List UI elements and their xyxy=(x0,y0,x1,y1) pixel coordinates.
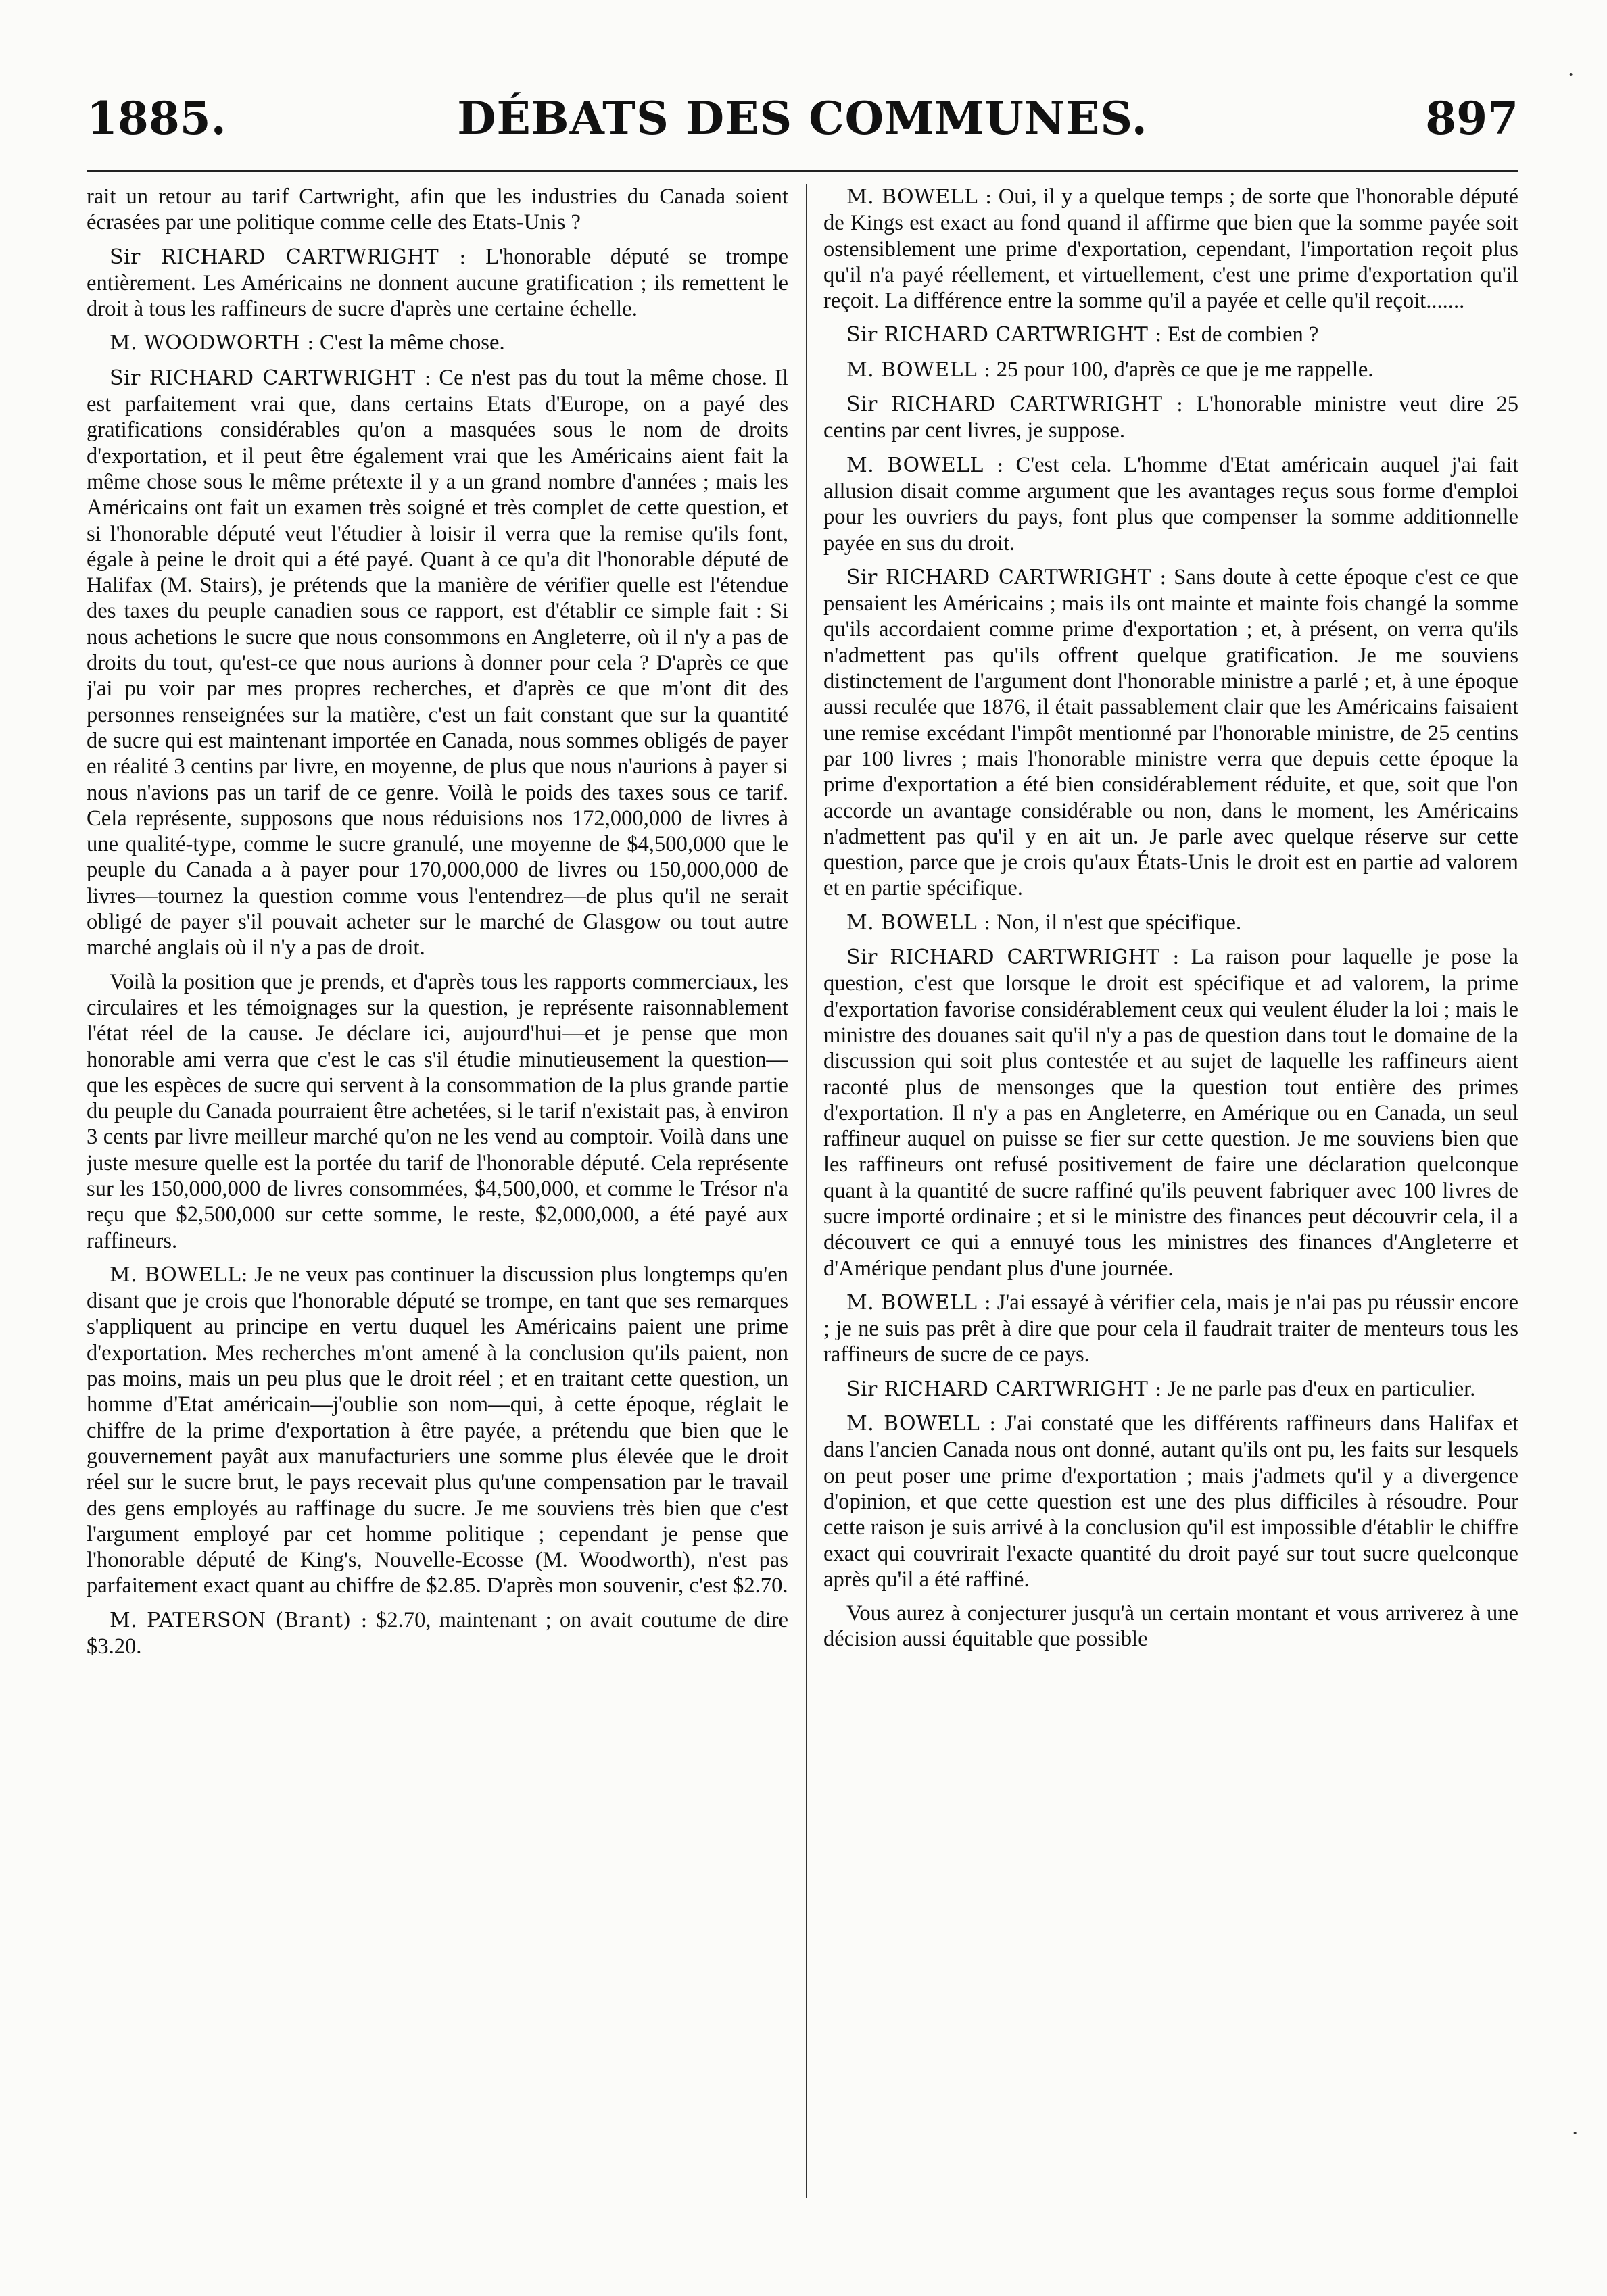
speaker-name: M. BOWELL : xyxy=(846,453,1004,477)
speaker-name: M. WOODWORTH : xyxy=(110,331,314,356)
speaker-name: M. BOWELL : xyxy=(846,1412,997,1436)
paragraph-text: Voilà la position que je prends, et d'après tous les rapports commerciaux, les circulaires et les témoignages sur la question, je représente raisonnablement l'état réel de la cause. Je déclare ici, aujourd'hui—et je pense que mon honorable ami verra que c'est le cas s'il étudie minutieusement la question—que les espèces de sucre qui servent à la consommation de la plus grande partie du peuple du Canada pourraient être achetées, si le tarif n'existait pas, à environ 3 cents par livre meilleur marché qu'on ne les vend au comptoir. Voilà dans une juste mesure quelle est la portée du tarif de l'honorable député. Cela représente sur les 150,000,000 de livres consommées, $4,500,000, et comme le Trésor n'a reçu que $2,500,000 sur cette somme, le reste, $2,000,000, a été payé aux raffineurs. xyxy=(87,969,788,1253)
paragraph xyxy=(823,1290,1518,1368)
header-journal-title: DÉBATS DES COMMUNES. xyxy=(457,92,1148,145)
scan-speck: · xyxy=(1571,2121,1579,2146)
column-divider xyxy=(806,184,807,2198)
speaker-name: Sir RICHARD CARTWRIGHT : xyxy=(846,1377,1162,1401)
paragraph xyxy=(87,330,788,356)
paragraph xyxy=(87,969,788,1254)
speaker-name: Sir RICHARD CARTWRIGHT : xyxy=(846,946,1180,970)
speaker-name: Sir RICHARD CARTWRIGHT : xyxy=(846,565,1167,589)
paragraph-text: rait un retour au tarif Cartwright, afin que les industries du Canada soient écrasées par une politique comme celle des Etats-Unis ? xyxy=(87,185,788,235)
paragraph xyxy=(87,184,788,236)
speaker-name: M. BOWELL : xyxy=(846,910,991,935)
paragraph xyxy=(823,944,1518,1281)
scan-speck: · xyxy=(1567,62,1575,87)
speaker-name: M. BOWELL : xyxy=(846,185,992,209)
paragraph-text: $2.70, maintenant ; on avait coutume de dire $3.20. xyxy=(87,1607,788,1659)
paragraph-text: 25 pour 100, d'après ce que je me rappelle. xyxy=(996,357,1374,382)
speaker-name: M. BOWELL : xyxy=(846,1290,992,1315)
paragraph-text: Ce n'est pas du tout la même chose. Il est parfaitement vrai que, dans certains Etats d'Europe, on a payé des gratifications considérables qu'on a masquées sous le nom de droits d'exportation, et il peut être également vrai que les Américains aient fait la même chose sous le même prétexte il y a un grand nombre d'années ; mais les Américains ont fait un examen très soigné et très complet de cette question, et si l'honorable député veut l'étudier à loisir il verra que la remise qu'ils font, égale à peine le droit qui a été payé. Quant à ce qu'a dit l'honorable député de Halifax (M. Stairs), je prétends que la manière de vérifier quelle est l'étendue des taxes du peuple canadien sous ce rapport, est d'établir ce simple fait : Si nous achetions le sucre que nous consommons en Angleterre, où il n'y a pas de droits du tout, qu'est-ce que nous aurions à donner pour cela ? D'après ce que j'ai pu voir par mes propres recherches, et d'après ce que m'ont dit des personnes renseignées sur la matière, c'est un fait constant que sur la quantité de sucre qui est maintenant importée en Canada, nous sommes obligés de payer en réalité 3 centins par livre, en moyenne, de plus que nous n'aurions à payer si nous n'avions pas un tarif de ce genre. Voilà le poids des taxes sous ce tarif. Cela représente, supposons que nous réduisions nos 172,000,000 de livres à une qualité-type, comme le sucre granulé, une moyenne de $4,500,000 que le peuple du Canada a à payer pour 170,000,000 de livres ou 150,000,000 de livres—tournez la question comme vous l'entendrez—de plus qu'il ne serait obligé de payer s'il pouvait acheter sur le marché de Glasgow ou tout autre marché anglais où il n'y a pas de droit. xyxy=(87,365,788,960)
paragraph-text: C'est la même chose. xyxy=(319,331,505,356)
speaker-name: M. BOWELL : xyxy=(846,358,991,382)
paragraph xyxy=(87,365,788,961)
right-column xyxy=(823,184,1518,2218)
paragraph xyxy=(823,1411,1518,1592)
paragraph xyxy=(823,910,1518,936)
header-year: 1885. xyxy=(87,92,226,145)
page-header xyxy=(87,92,1518,153)
speaker-name: M. PATERSON (Brant) : xyxy=(110,1608,368,1632)
paragraph-text: Je ne parle pas d'eux en particulier. xyxy=(1167,1376,1476,1401)
paragraph-text: Vous aurez à conjecturer jusqu'à un certain montant et vous arriverez à une décision aussi équitable que possible xyxy=(823,1601,1518,1652)
paragraph xyxy=(823,391,1518,444)
paragraph xyxy=(823,1601,1518,1653)
paragraph-text: Est de combien ? xyxy=(1167,322,1319,347)
paragraph xyxy=(823,184,1518,314)
paragraph xyxy=(87,244,788,322)
paragraph-text: Je ne veux pas continuer la discussion plus longtemps qu'en disant que je crois que l'honorable député se trompe, en tant que ses remarques s'appliquent au principe en vertu duquel les Américains paient une prime d'exportation. Mes recherches m'ont amené à la conclusion qu'ils paient, non pas moins, mais un peu plus que le droit réel ; et en traitant cette question, un homme d'Etat américain—j'oublie son nom—qui, à cette époque, réglait le chiffre de la prime d'exportation à être payée, a prétendu que bien que le gouvernement payât aux manufacturiers une somme plus élevée que le droit réel sur le sucre brut, le pays recevait plus qu'une compensation par le travail des gens employés au raffinage du sucre. Je me souviens très bien que c'est l'argument employé par cet homme politique ; cependant je pense que l'honorable député de King's, Nouvelle-Ecosse (M. Woodworth), n'est pas parfaitement exact quant au chiffre de $2.85. D'après mon souvenir, c'est $2.70. xyxy=(87,1262,788,1598)
paragraph-text: L'honorable député se trompe entièrement. Les Américains ne donnent aucune gratification ; ils remettent le droit à tous les raffineurs de sucre d'après une certaine échelle. xyxy=(87,244,788,322)
paragraph xyxy=(823,452,1518,556)
paragraph-text: Sans doute à cette époque c'est ce que pensaient les Américains ; mais ils ont mainte et mainte fois changé la somme qu'ils accordaient comme prime d'exportation ; et, à présent, on verra qu'ils n'admettent pas qu'ils offrent quelque gratification. Je me souviens distinctement de l'argument dont l'honorable ministre a parlé ; et, à une époque aussi reculée que 1876, il était passablement clair que les Américains faisaient une remise excédant l'impôt mentionné par l'honorable ministre, de 25 centins par 100 livres ; mais l'honorable ministre verra que depuis cette époque la prime d'exportation a été bien considérablement réduite, et que, soit que l'on accorde un avantage considérable ou non, dans le moment, les Américains n'admettent pas qu'il y en ait un. Je parle avec quelque réserve sur cette question, parce que je crois qu'aux États-Unis le droit est en partie ad valorem et en partie spécifique. xyxy=(823,564,1518,901)
paragraph xyxy=(823,322,1518,348)
paragraph xyxy=(823,564,1518,902)
paragraph xyxy=(823,357,1518,383)
speaker-name: M. BOWELL: xyxy=(110,1263,248,1287)
paragraph-text: Non, il n'est que spécifique. xyxy=(996,910,1242,935)
header-page-number: 897 xyxy=(1425,92,1518,145)
paragraph xyxy=(823,1376,1518,1402)
paragraph-text: C'est cela. L'homme d'Etat américain auquel j'ai fait allusion disait comme argument que les avantages reçus sous forme d'emploi pour les ouvriers du pays, font plus que compenser la somme additionnelle payée en sus du droit. xyxy=(823,452,1518,556)
paragraph xyxy=(87,1262,788,1599)
paragraph-text: Oui, il y a quelque temps ; de sorte que l'honorable député de Kings est exact au fond quand il affirme que bien que la somme payée soit ostensiblement une prime d'exportation, cependant, l'importation reçoit plus qu'il n'a payé réellement, et virtuellement, c'est une prime d'exportation qu'il reçoit. La différence entre la somme qu'il a payée et celle qu'il reçoit....... xyxy=(823,185,1518,314)
paragraph-text: J'ai constaté que les différents raffineurs dans Halifax et dans l'ancien Canada nous ont donné, autant qu'ils ont pu, les faits sur lesquels on peut poser une prime d'exportation ; mais j'admets qu'il y a divergence d'opinion, et que cette question est une des plus difficiles à résoudre. Pour cette raison je suis arrivé à la conclusion qu'il est impossible d'établir le chiffre exact qui couvrirait l'exacte quantité du droit payé sur tout sucre quelconque après qu'il a été raffiné. xyxy=(823,1411,1518,1592)
paragraph-text: J'ai essayé à vérifier cela, mais je n'ai pas pu réussir encore ; je ne suis pas prêt à dire que pour cela il faudrait traiter de menteurs tous les raffineurs de sucre de ce pays. xyxy=(823,1290,1518,1367)
left-column xyxy=(87,184,788,2218)
speaker-name: Sir RICHARD CARTWRIGHT : xyxy=(110,366,432,390)
speaker-name: Sir RICHARD CARTWRIGHT : xyxy=(846,393,1184,417)
header-rule xyxy=(87,170,1518,172)
speaker-name: Sir RICHARD CARTWRIGHT : xyxy=(110,245,466,269)
paragraph-text: L'honorable ministre veut dire 25 centins par cent livres, je suppose. xyxy=(823,392,1518,443)
paragraph xyxy=(87,1607,788,1660)
speaker-name: Sir RICHARD CARTWRIGHT : xyxy=(846,323,1162,347)
paragraph-text: La raison pour laquelle je pose la question, c'est que lorsque le droit est spécifique et ad valorem, la prime d'exportation favorise considérablement ceux qui veulent éluder la loi ; mais le ministre des douanes sait qu'il n'y a pas de question dans tout le domaine de la discussion qui soit plus contestée et au sujet de laquelle les raffineurs aient raconté plus de mensonges que la question tout entière des primes d'exportation. Il n'y a pas en Angleterre, en Amérique ou en Canada, un seul raffineur auquel on puisse se fier sur cette question. Je me souviens bien que les raffineurs ont refusé positivement de faire une déclaration quelconque quant à la quantité de sucre raffiné qu'ils peuvent fabriquer avec 100 livres de sucre importé ordinaire ; et si le ministre des finances peut découvrir cela, il a découvert ce qui a ennuyé tous les ministres des finances d'Angleterre et d'Amérique pendant plus d'une journée. xyxy=(823,945,1518,1281)
